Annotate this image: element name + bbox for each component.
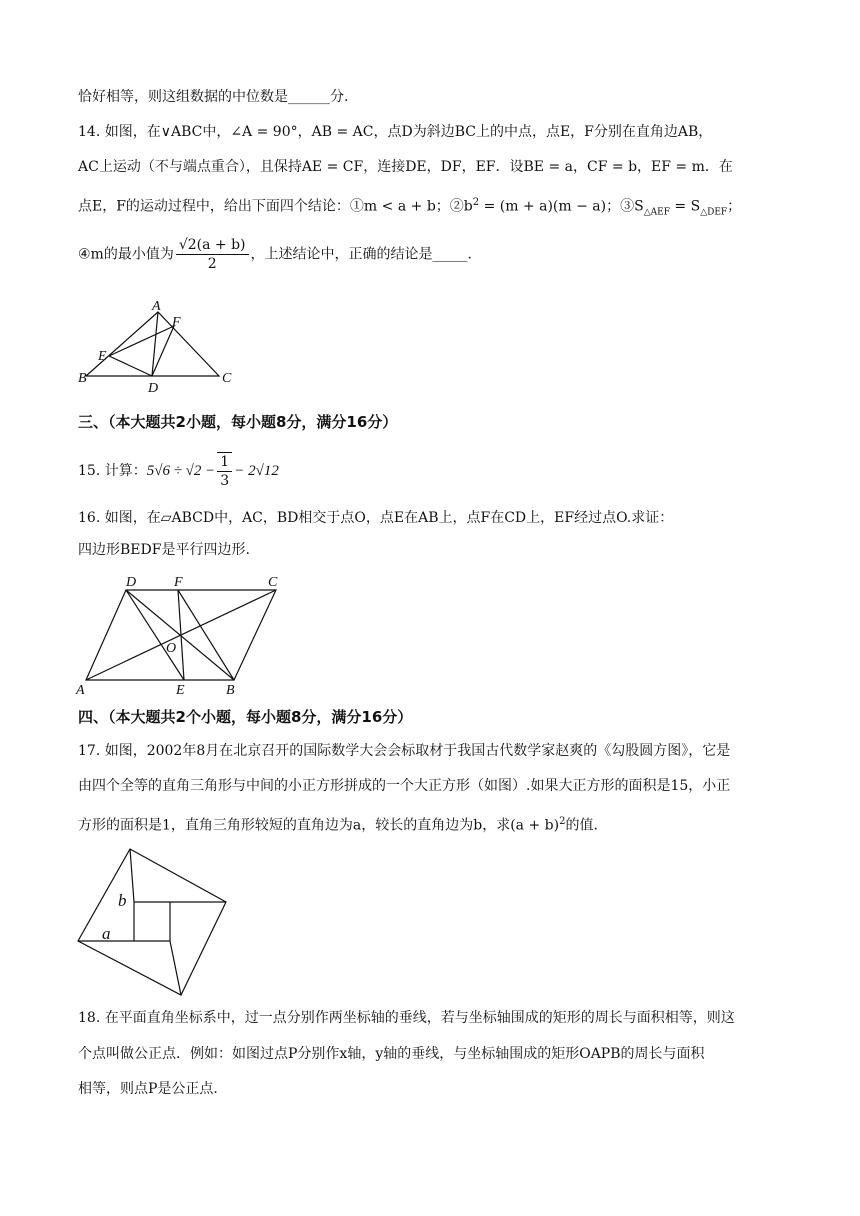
question-14-line-4: ④m的最小值为 $\frac{√2(a + b)}{2}$ ，上述结论中，正确的结论是_____. [78,237,472,272]
label-c: C [222,371,232,386]
figure-triangle-abc [74,296,244,396]
question-13-tail: 恰好相等，则这组数据的中位数是______分. [78,89,349,105]
label-b: B [78,371,87,386]
question-16-line-1: 16. 如图，在▱ABCD中，AC，BD相交于点O，点E在AB上，点F在CD上，EF经过点O.求证： [78,510,674,526]
label-d: D [126,575,137,590]
label-b: b [118,891,127,910]
label-e: E [98,349,107,364]
label-o: O [166,641,177,656]
section-4-heading: 四、（本大题共2个小题，每小题8分，满分16分） [78,708,413,726]
section-3-heading: 三、（本大题共2小题，每小题8分，满分16分） [78,413,398,431]
label-a: a [102,924,111,943]
question-18-line-1: 18. 在平面直角坐标系中，过一点分别作两坐标轴的垂线，若与坐标轴围成的矩形的周长与面积相等，则这 [78,1010,735,1026]
label-f: F [174,575,183,590]
question-17-line-2: 由四个全等的直角三角形与中间的小正方形拼成的一个大正方形（如图）.如果大正方形的面积是15，小正 [78,778,731,794]
label-e: E [176,683,185,698]
question-15: 15. 计算：5√6 ÷ √2 − $\frac{1}{3}$ − 2√12 [78,454,279,489]
label-f: F [172,315,181,330]
question-16-line-2: 四边形BEDF是平行四边形. [78,542,250,558]
question-18-line-3: 相等，则点P是公正点. [78,1081,218,1097]
sqrt-one-third: $\frac{1}{3}$ [217,452,232,490]
question-17-line-1: 17. 如图，2002年8月在北京召开的国际数学大会会标取材于我国古代数学家赵爽的《勾股圆方图》，它是 [78,743,731,759]
label-b: B [226,683,235,698]
question-14-line-2: AC上运动（不与端点重合），且保持AE = CF，连接DE，DF，EF．设BE = a，CF = b，EF = m．在 [78,159,733,175]
figure-zhao-shuang-square [74,845,234,1005]
label-a: A [152,299,161,314]
figure-parallelogram-abcd [74,570,294,700]
question-14-line-3: 点E，F的运动过程中，给出下面四个结论：①m < a + b；$②b^2 = (m + a)(m - a)$；$③S_{\triangle AEF} = S_{\triangle DEF}$； [78,197,742,218]
question-14-line-1: 14. 如图，在∨ABC中，∠A = 90°，AB = AC，点D为斜边BC上的中点，点E，F分别在直角边AB， [78,124,713,140]
question-18-line-2: 个点叫做公正点．例如：如图过点P分别作x轴，y轴的垂线，与坐标轴围成的矩形OAPB的周长与面积 [78,1046,705,1062]
label-c: C [268,575,278,590]
label-d: D [148,381,159,396]
question-17-line-3: 方形的面积是1，直角三角形较短的直角边为a，较长的直角边为b，求$(a + b)^2$的值. [78,816,598,834]
min-value-fraction: $\frac{√2(a + b)}{2}$ [176,236,249,273]
label-a: A [76,683,85,698]
